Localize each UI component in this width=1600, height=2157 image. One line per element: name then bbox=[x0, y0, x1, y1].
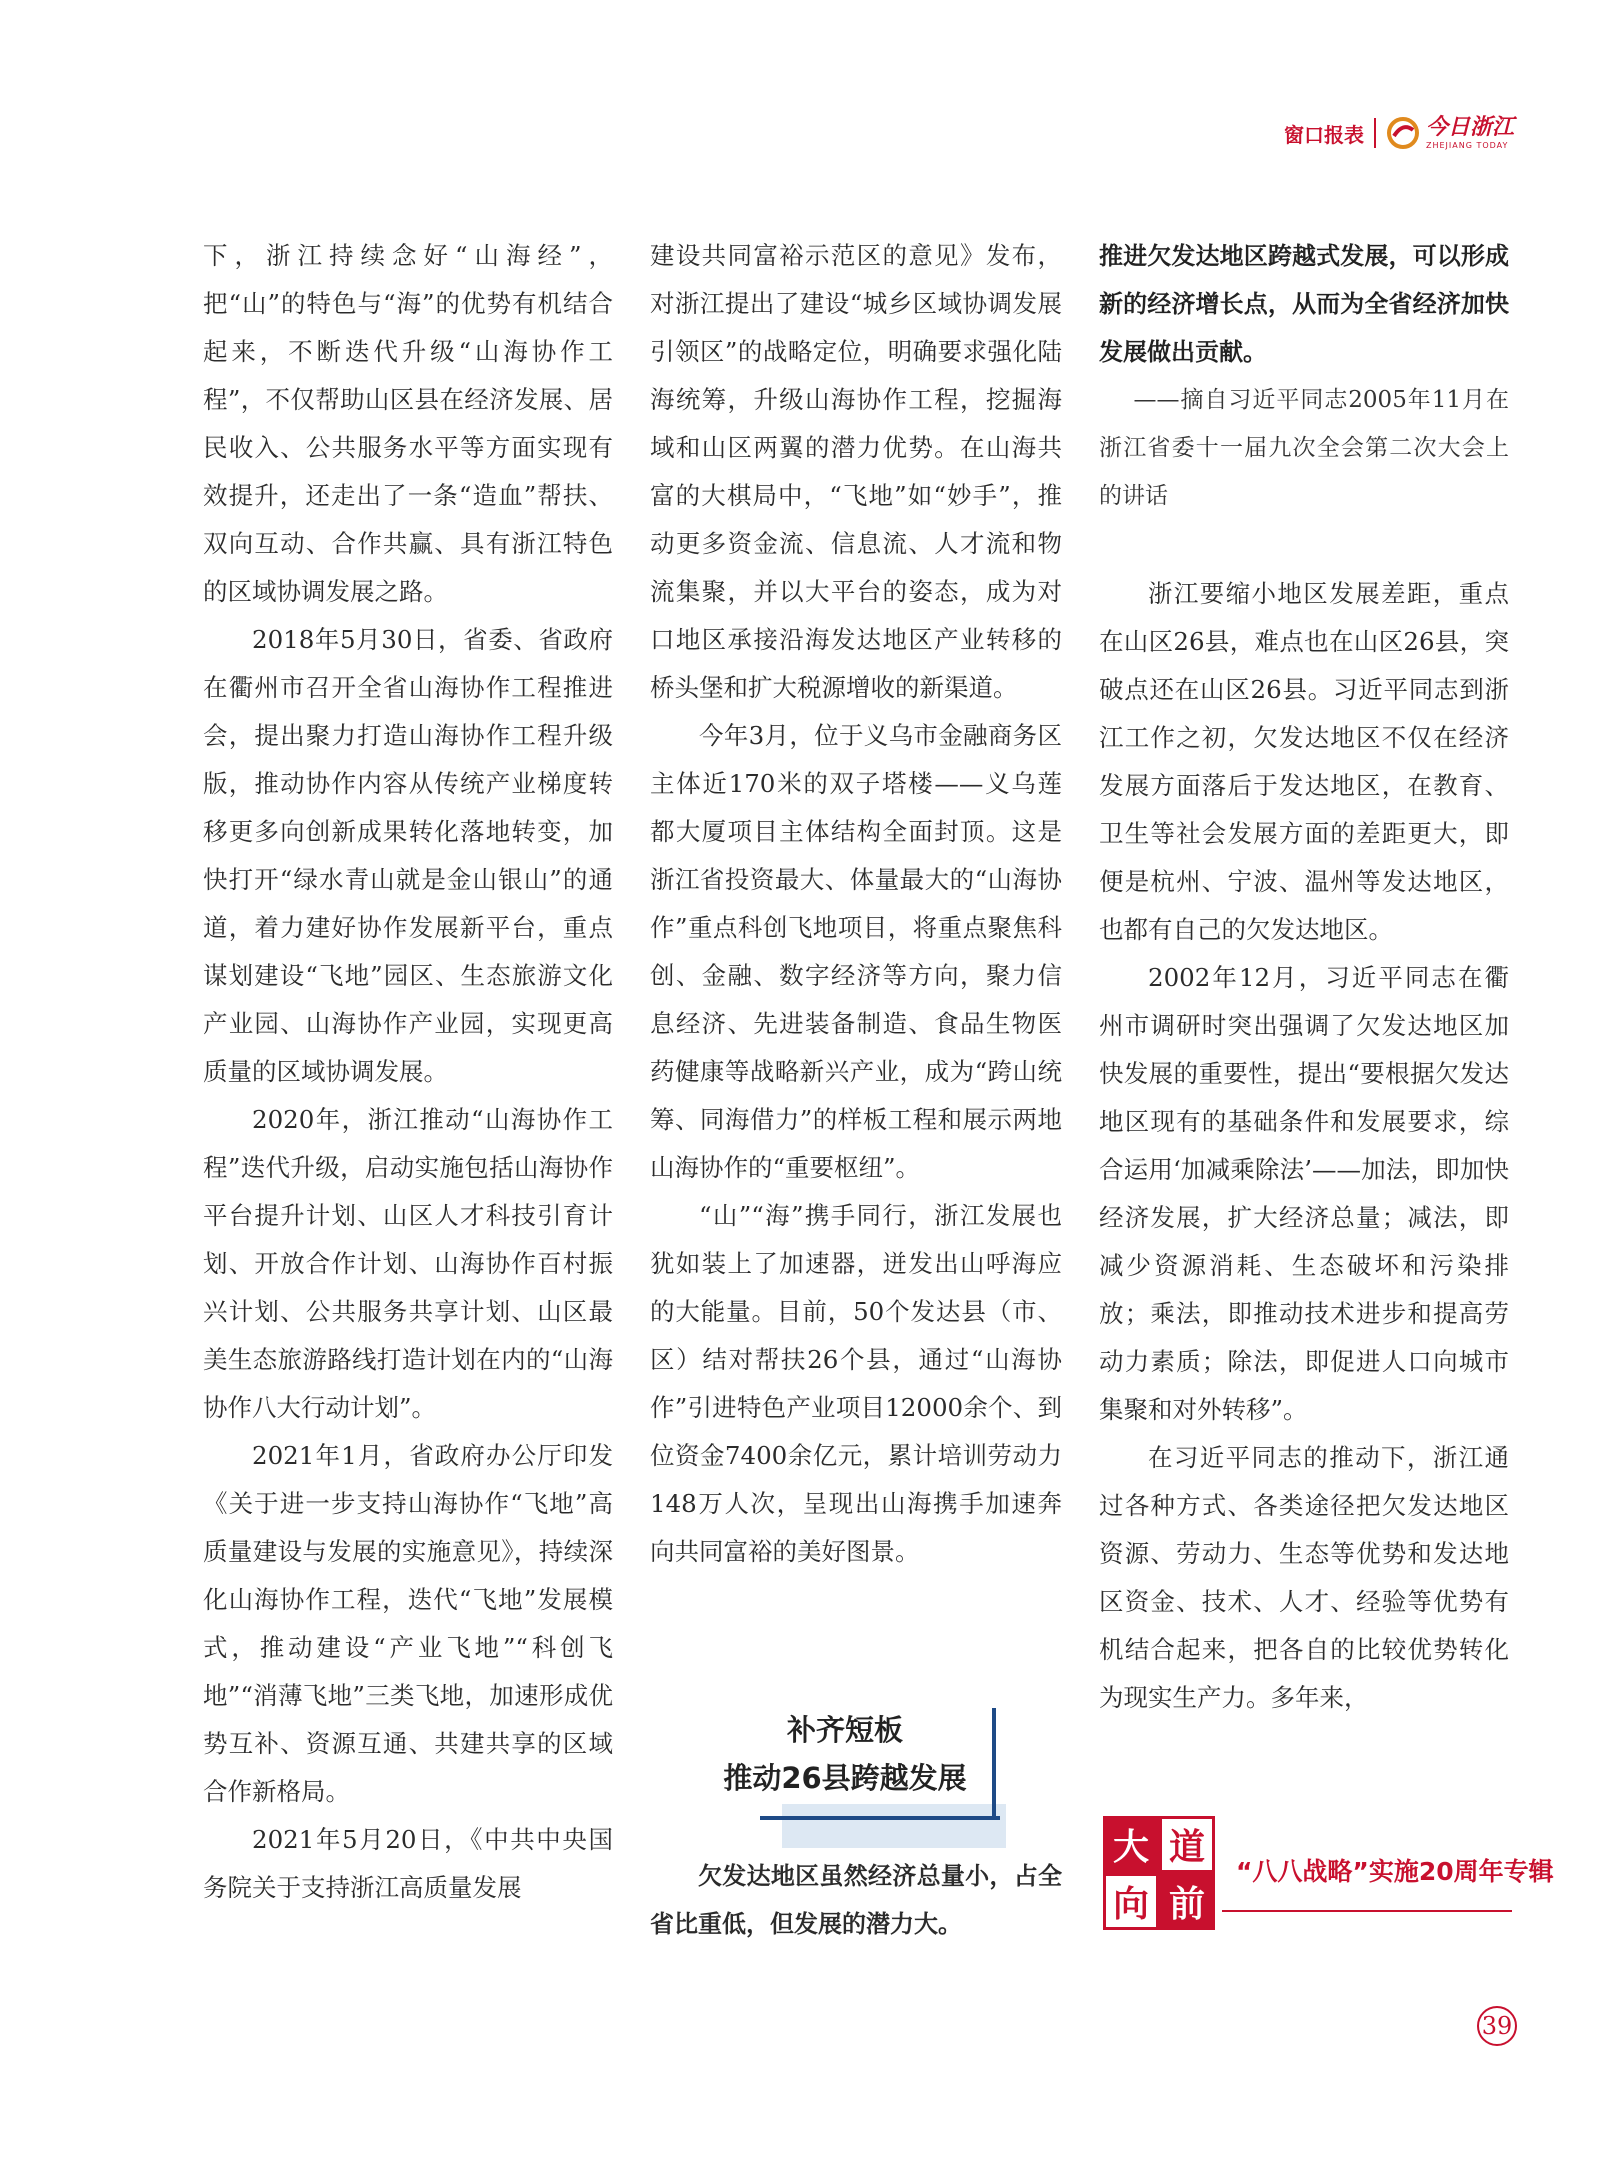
brand-swirl-icon bbox=[1386, 116, 1420, 150]
stamp-char: 大 bbox=[1103, 1816, 1159, 1873]
paragraph: 浙江要缩小地区发展差距，重点在山区26县，难点也在山区26县，突破点还在山区26县。习近平同志到浙江工作之初，欠发达地区不仅在经济发展方面落后于发达地区，在教育、卫生等社会发展方面的差距更大，即便是杭州、宁波、温州等发达地区，也都有自己的欠发达地区。 bbox=[1099, 579, 1509, 944]
stamp-char: 前 bbox=[1159, 1873, 1215, 1930]
paragraph: 下，浙江持续念好“山海经”，把“山”的特色与“海”的优势有机结合起来，不断迭代升级“山海协作工程”，不仅帮助山区县在经济发展、居民收入、公共服务水平等方面实现有效提升，还走出了一条“造血”帮扶、双向互动、合作共赢、具有浙江特色的区域协调发展之路。 bbox=[203, 241, 613, 606]
paragraph: 2020年，浙江推动“山海协作工程”迭代升级，启动实施包括山海协作平台提升计划、山区人才科技引育计划、开放合作计划、山海协作百村振兴计划、公共服务共享计划、山区最美生态旅游路线打造计划在内的“山海协作八大行动计划”。 bbox=[203, 1105, 613, 1422]
quote-source: ——摘自习近平同志2005年11月在浙江省委十一届九次全会第二次大会上的讲话 bbox=[1099, 387, 1509, 509]
column-1 bbox=[203, 232, 613, 1912]
lead-text: 欠发达地区虽然经济总量小，占全省比重低，但发展的潜力大。 bbox=[650, 1862, 1062, 1938]
frame-bar-vertical bbox=[992, 1708, 996, 1818]
brand-name: 今日浙江 bbox=[1425, 114, 1514, 140]
section-label: 窗口报表 bbox=[1283, 122, 1364, 147]
page-number: 39 bbox=[1477, 2006, 1517, 2046]
section-subheading bbox=[700, 1700, 1000, 1848]
paragraph: 2002年12月，习近平同志在衢州市调研时突出强调了欠发达地区加快发展的重要性，提出“要根据欠发达地区现有的基础条件和发展要求，综合运用‘加减乘除法’——加法，即加快经济发展，扩大经济总量；减法，即减少资源消耗、生态破坏和污染排放；乘法，即推动技术进步和提高劳动力素质；除法，即促进人口向城市集聚和对外转移”。 bbox=[1099, 963, 1509, 1424]
paragraph: 2021年1月，省政府办公厅印发《关于进一步支持山海协作“飞地”高质量建设与发展的实施意见》，持续深化山海协作工程，迭代“飞地”发展模式，推动建设“产业飞地”“科创飞地”“消薄飞地”三类飞地，加速形成优势互补、资源互通、共建共享的区域合作新格局。 bbox=[203, 1441, 613, 1806]
paragraph: 建设共同富裕示范区的意见》发布，对浙江提出了建设“城乡区域协调发展引领区”的战略定位，明确要求强化陆海统筹，升级山海协作工程，挖掘海域和山区两翼的潜力优势。在山海共富的大棋局中，“飞地”如“妙手”，推动更多资金流、信息流、人才流和物流集聚，并以大平台的姿态，成为对口地区承接沿海发达地区产业转移的桥头堡和扩大税源增收的新渠道。 bbox=[650, 241, 1062, 702]
paragraph: 在习近平同志的推动下，浙江通过各种方式、各类途径把欠发达地区资源、劳动力、生态等优势和发达地区资金、技术、人才、经验等优势有机结合起来，把各自的比较优势转化为现实生产力。多年来， bbox=[1099, 1443, 1509, 1712]
paragraph: “山”“海”携手同行，浙江发展也犹如装上了加速器，迸发出山呼海应的大能量。目前，50个发达县（市、区）结对帮扶26个县，通过“山海协作”引进特色产业项目12000余个、到位资金7400余亿元，累计培训劳动力148万人次，呈现出山海携手加速奔向共同富裕的美好图景。 bbox=[650, 1201, 1062, 1566]
subheading-line-1: 补齐短板 bbox=[786, 1713, 903, 1747]
page-header bbox=[1284, 116, 1514, 150]
brand-logo bbox=[1386, 116, 1514, 150]
stamp-char: 道 bbox=[1159, 1816, 1215, 1873]
paragraph: 2018年5月30日，省委、省政府在衢州市召开全省山海协作工程推进会，提出聚力打造山海协作工程升级版，推动协作内容从传统产业梯度转移更多向创新成果转化落地转变，加快打开“绿水青山就是金山银山”的通道，着力建好协作发展新平台，重点谋划建设“飞地”园区、生态旅游文化产业园、山海协作产业园，实现更高质量的区域协调发展。 bbox=[203, 625, 613, 1086]
pull-quote: 推进欠发达地区跨越式发展，可以形成新的经济增长点，从而为全省经济加快发展做出贡献。 bbox=[1099, 242, 1509, 366]
stamp-char: 向 bbox=[1103, 1873, 1159, 1930]
series-banner: “八八战略”实施20周年专辑 bbox=[1236, 1857, 1554, 1886]
header-divider bbox=[1374, 118, 1376, 148]
subheading-line-2: 推动26县跨越发展 bbox=[723, 1761, 967, 1795]
paragraph: 今年3月，位于义乌市金融商务区主体近170米的双子塔楼——义乌莲都大厦项目主体结构全面封顶。这是浙江省投资最大、体量最大的“山海协作”重点科创飞地项目，将重点聚焦科创、金融、数字经济等方向，聚力信息经济、先进装备制造、食品生物医药健康等战略新兴产业，成为“跨山统筹、同海借力”的样板工程和展示两地山海协作的“重要枢纽”。 bbox=[650, 721, 1062, 1182]
frame-bar-horizontal bbox=[760, 1816, 1000, 1820]
banner-underline bbox=[1222, 1910, 1512, 1912]
column-3 bbox=[1099, 232, 1509, 1722]
lead-statement bbox=[650, 1852, 1062, 1948]
brand-name-en: ZHEJIANG TODAY bbox=[1425, 140, 1509, 150]
paragraph: 2021年5月20日，《中共中央国务院关于支持浙江高质量发展 bbox=[203, 1825, 613, 1902]
column-2 bbox=[650, 232, 1062, 1576]
series-stamp-logo bbox=[1103, 1816, 1215, 1928]
